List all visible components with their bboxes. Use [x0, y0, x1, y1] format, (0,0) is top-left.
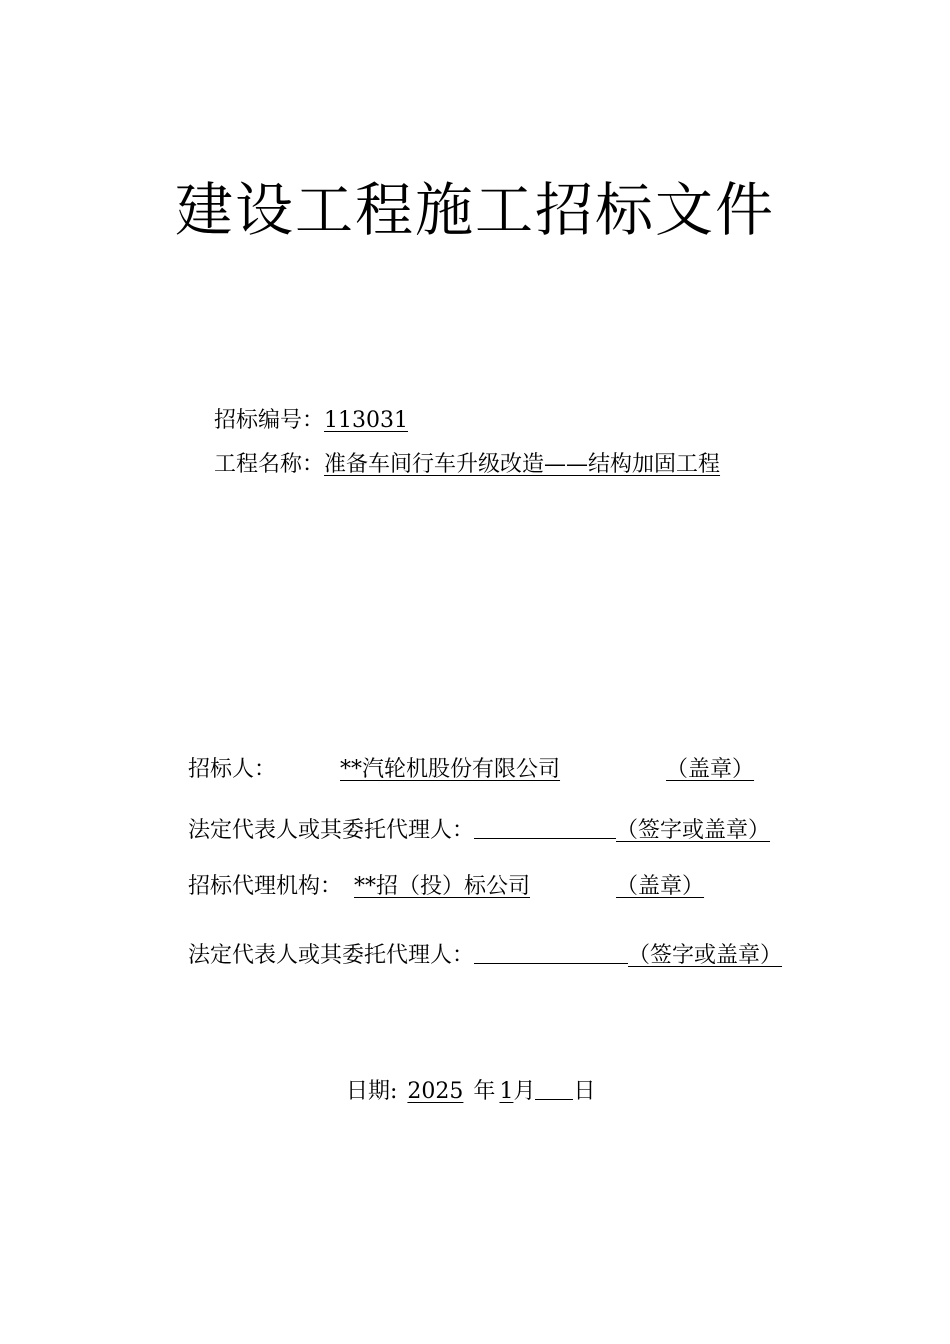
date-month-field	[495, 1079, 513, 1104]
project-name-label: 工程名称：	[214, 452, 325, 477]
agency-rep-blank	[474, 939, 628, 964]
agency-line	[188, 872, 704, 902]
date-month: 1	[499, 1079, 514, 1104]
date-line	[346, 1075, 595, 1107]
agency-rep-label: 法定代表人或其委托代理人：	[188, 943, 475, 968]
tenderer-label: 招标人：	[188, 757, 277, 782]
date-year: 2025	[407, 1079, 464, 1104]
page-title: 建设工程施工招标文件	[174, 176, 775, 244]
date-month-unit: 月	[513, 1079, 536, 1104]
tenderer-line	[188, 755, 754, 785]
project-name-value: 准备车间行车升级改造——结构加固工程	[324, 452, 721, 477]
agency-seal-note: （盖章）	[616, 874, 705, 899]
agency-value: **招（投）标公司	[354, 874, 531, 899]
bid-number-value: 113031	[324, 408, 408, 433]
tenderer-rep-blank	[474, 814, 616, 839]
date-year-field	[397, 1079, 473, 1104]
date-label: 日期:	[346, 1079, 398, 1104]
date-day-blank	[535, 1075, 573, 1100]
date-day-unit: 日	[573, 1079, 596, 1104]
tenderer-rep-note: （签字或盖章）	[616, 818, 771, 843]
bid-number-line	[214, 406, 408, 436]
agency-field	[342, 874, 704, 899]
date-year-unit: 年	[473, 1079, 496, 1104]
agency-label: 招标代理机构：	[188, 874, 343, 899]
agency-rep-line	[188, 939, 782, 971]
agency-rep-note: （签字或盖章）	[628, 943, 783, 968]
tenderer-value: **汽轮机股份有限公司	[340, 757, 561, 782]
bid-number-label: 招标编号：	[214, 408, 325, 433]
project-name-line	[214, 450, 720, 480]
tenderer-seal-note: （盖章）	[666, 757, 755, 782]
tenderer-rep-label: 法定代表人或其委托代理人：	[188, 818, 475, 843]
tenderer-field	[276, 757, 754, 782]
tenderer-rep-line	[188, 814, 770, 846]
